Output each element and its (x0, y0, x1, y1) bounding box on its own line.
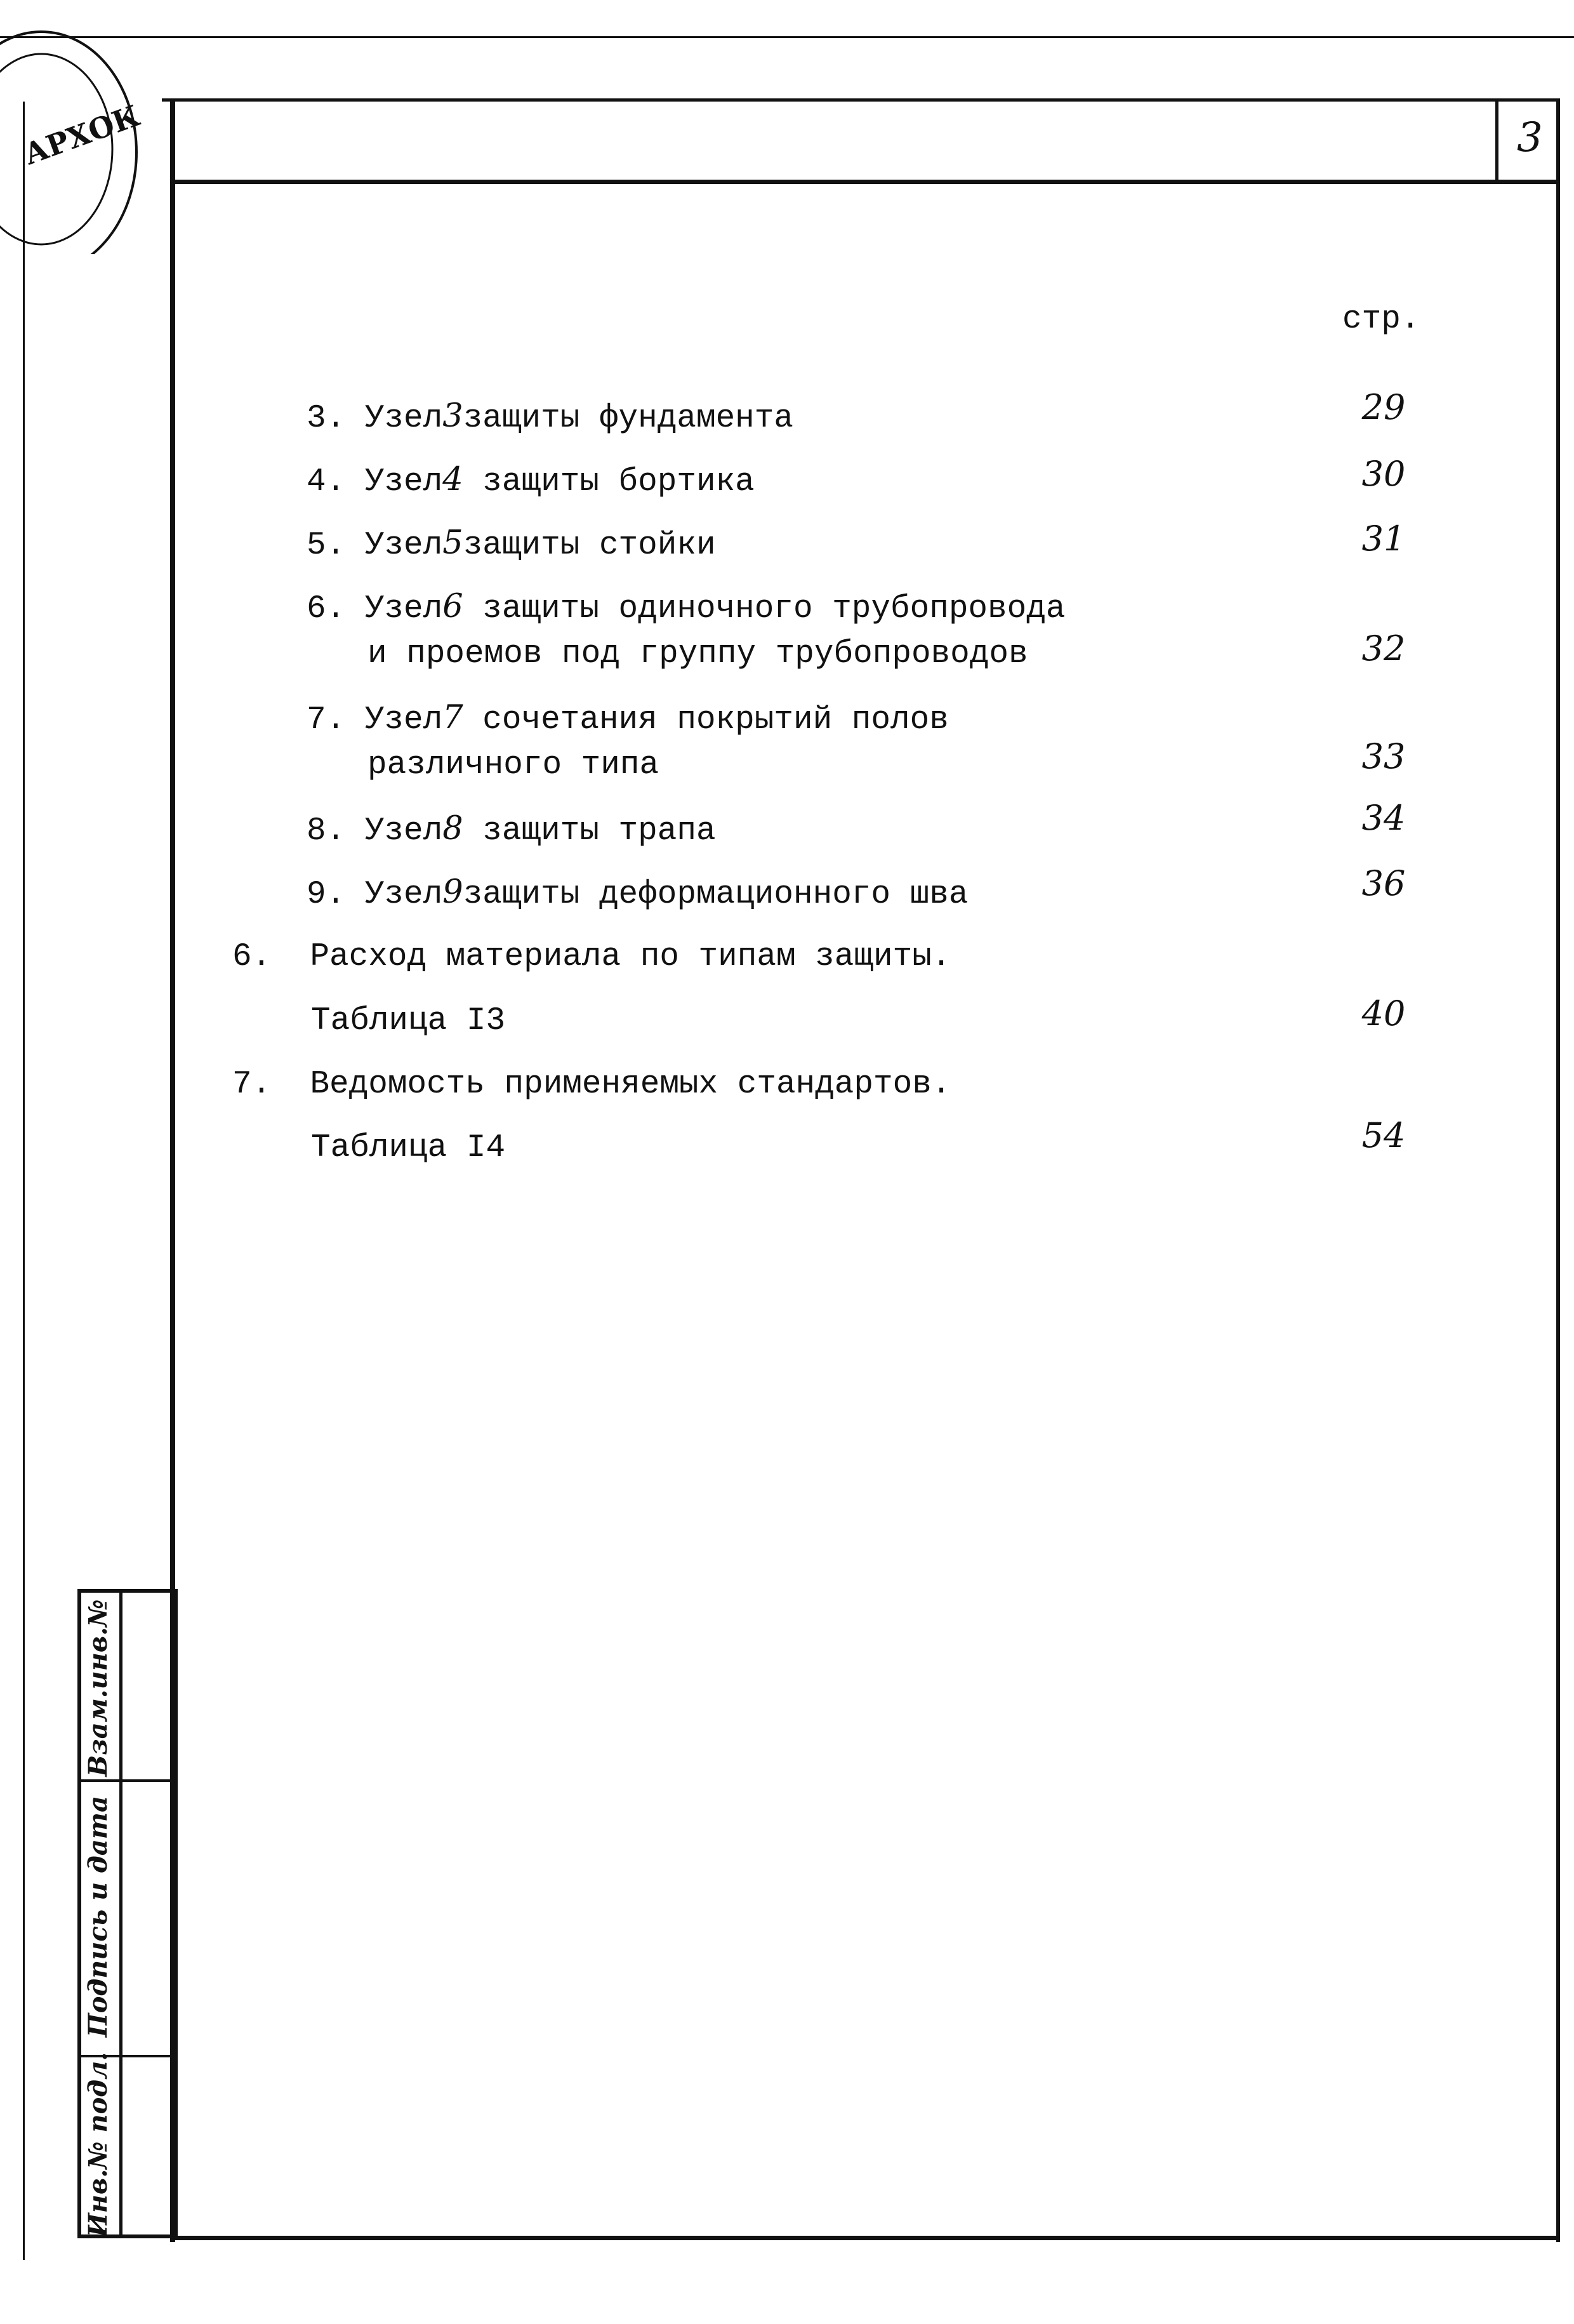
side-approval-table (77, 1589, 178, 2238)
handwritten-number: 9 (442, 873, 463, 911)
table-column-divider (119, 1593, 122, 2236)
item-prefix: Узел (364, 813, 443, 849)
item-number: 8. (307, 813, 346, 849)
handwritten-number: 3 (442, 397, 463, 435)
section-page: 54 (1361, 1115, 1406, 1155)
toc-item (307, 873, 969, 913)
toc-page: 32 (1361, 628, 1406, 668)
item-number: 9. (307, 877, 346, 913)
item-title: защиты деформационного шва (463, 877, 969, 913)
item-number: 5. (307, 528, 346, 564)
handwritten-number: 7 (442, 699, 463, 736)
section-item (232, 1068, 951, 1101)
section-title: Ведомость применяемых стандартов. (310, 1066, 951, 1103)
toc-item (307, 463, 755, 498)
outer-top-line (0, 36, 1574, 38)
toc-item (307, 590, 1065, 625)
toc-page: 36 (1361, 863, 1406, 903)
item-prefix: Узел (364, 401, 443, 437)
handwritten-number: 8 (442, 810, 463, 847)
stamp (0, 13, 178, 254)
handwritten-number: 5 (442, 524, 463, 562)
toc-item (307, 524, 716, 564)
item-prefix: Узел (364, 464, 443, 500)
item-title: защиты одиночного трубопровода (463, 591, 1066, 627)
item-title: защиты трапа (463, 813, 716, 849)
page-box-divider (1495, 100, 1498, 182)
item-number: 4. (307, 464, 346, 500)
svg-text:АРХОК: АРХОК (19, 98, 144, 172)
section-title: Расход материала по типам защиты. (310, 939, 951, 975)
section-number: 7. (232, 1066, 272, 1103)
original-inventory-label: Инв.№ подл. (83, 2052, 113, 2237)
item-prefix: Узел (364, 877, 443, 913)
margin-line (23, 102, 25, 2260)
item-title: защиты бортика (463, 464, 755, 500)
item-number: 7. (307, 702, 346, 738)
replacement-inventory-label: Взам.инв.№ (83, 1599, 113, 1777)
section-number: 6. (232, 939, 272, 975)
page-column-header: стр. (1342, 302, 1420, 338)
toc-page: 33 (1361, 736, 1406, 776)
section-page: 40 (1361, 993, 1406, 1033)
toc-page: 29 (1361, 387, 1406, 427)
toc-item (307, 397, 793, 437)
frame-top-line (162, 98, 1559, 102)
item-number: 3. (307, 401, 346, 437)
item-prefix: Узел (364, 591, 443, 627)
title-strip-bottom-line (171, 180, 1559, 184)
page-number: 3 (1517, 114, 1543, 161)
frame-bottom-line (170, 2236, 1560, 2240)
item-title: защиты стойки (463, 528, 716, 564)
toc-page: 31 (1361, 519, 1406, 559)
section-item-line2: Таблица I4 (311, 1130, 506, 1166)
toc-item-line2: и проемов под группу трубопроводов (367, 636, 1028, 672)
frame-right-line (1556, 98, 1560, 2242)
section-item (232, 941, 951, 973)
toc-item-line2: различного типа (367, 747, 659, 783)
toc-item (307, 701, 949, 736)
toc-page: 34 (1361, 798, 1406, 838)
item-prefix: Узел (364, 528, 443, 564)
toc-page: 30 (1361, 454, 1406, 494)
item-title: сочетания покрытий полов (463, 702, 949, 738)
handwritten-number: 4 (442, 461, 463, 498)
item-title: защиты фундамента (463, 401, 793, 437)
toc-item (307, 810, 716, 849)
item-prefix: Узел (364, 702, 443, 738)
section-item-line2: Таблица I3 (311, 1003, 506, 1039)
signature-date-label: Подпись и дата (83, 1795, 113, 2038)
item-number: 6. (307, 591, 346, 627)
handwritten-number: 6 (442, 588, 463, 625)
